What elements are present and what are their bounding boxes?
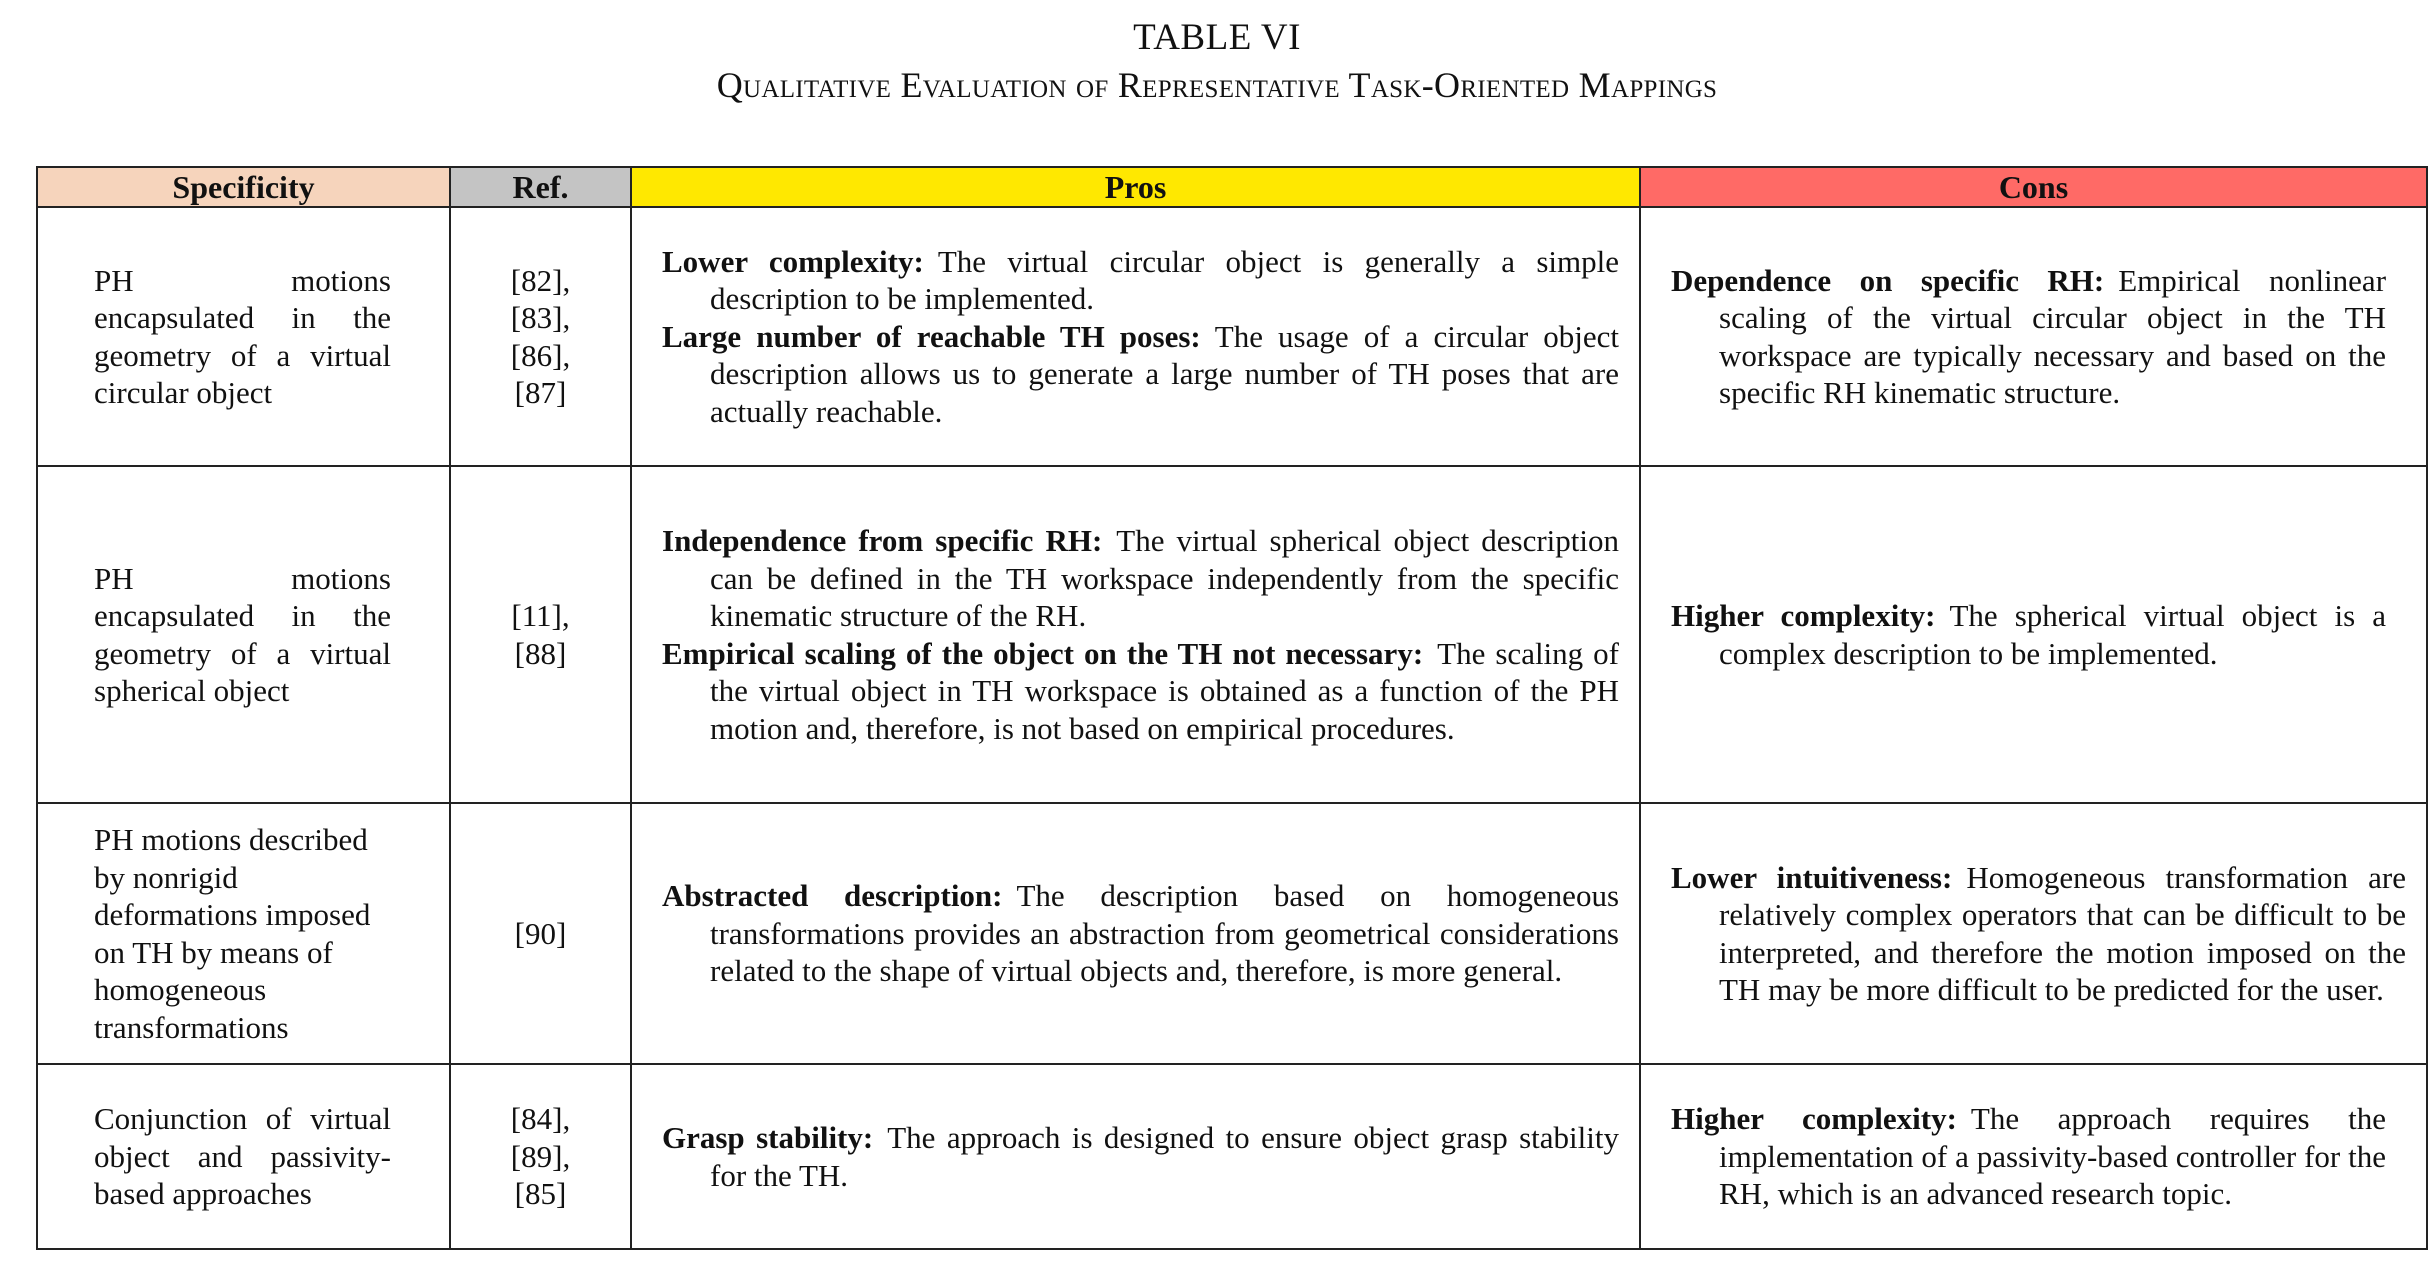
header-cons: Cons (1640, 167, 2427, 207)
ref-link[interactable]: [11], (511, 598, 570, 633)
pros-item (662, 877, 1619, 990)
pros-label: Lower complexity: (662, 243, 924, 279)
ref-link[interactable]: [88] (514, 635, 567, 671)
cons-text: The approach requires the implementation of a passivity-based controller for the RH, which is an advanced research topic. (1719, 1101, 2386, 1212)
ref-link[interactable]: [86], (510, 337, 571, 373)
cons-item (1671, 597, 2386, 672)
specificity-cell: Conjunction of virtual object and passivity-based approaches (37, 1064, 450, 1249)
pros-cell (631, 1064, 1640, 1249)
cons-item (1671, 1100, 2386, 1213)
ref-cell (450, 207, 631, 466)
pros-item (662, 318, 1619, 431)
pros-text: The virtual circular object is generally a simple description to be implemented. (710, 243, 1620, 317)
pros-cell (631, 803, 1640, 1064)
pros-label: Empirical scaling of the object on the TH not necessary: (662, 635, 1424, 671)
ref-link[interactable]: [83], (510, 300, 571, 335)
pros-text: The description based on homogeneous transformations provides an abstraction from geometrical considerations related to the shape of virtual objects and, therefore, is more general. (710, 878, 1620, 989)
ref-cell (450, 466, 631, 803)
cons-text: Empirical nonlinear scaling of the virtual circular object in the TH workspace are typically necessary and based on the specific RH kinematic structure. (1719, 262, 2387, 410)
cons-label: Lower intuitiveness: (1671, 859, 1953, 895)
pros-item (662, 243, 1619, 318)
table-row (37, 207, 2427, 466)
pros-text: The usage of a circular object description allows us to generate a large number of TH poses that are actually reachable. (710, 318, 1619, 429)
cons-cell (1640, 207, 2427, 466)
cons-cell (1640, 803, 2427, 1064)
table-row (37, 1064, 2427, 1249)
table-row (37, 803, 2427, 1064)
pros-item (662, 522, 1619, 635)
cons-item (1671, 859, 2406, 1009)
pros-text: The scaling of the virtual object in TH workspace is obtained as a function of the PH motion and, therefore, is not based on empirical procedures. (710, 635, 1620, 746)
table-number: TABLE VI (1133, 17, 1301, 58)
ref-cell (450, 1064, 631, 1249)
table-row (37, 466, 2427, 803)
pros-cell (631, 207, 1640, 466)
pros-text: The virtual spherical object description can be defined in the TH workspace independently from the specific kinematic structure of the RH. (710, 523, 1619, 633)
header-pros: Pros (631, 167, 1640, 207)
pros-item (662, 635, 1619, 748)
ref-cell (450, 803, 631, 1064)
pros-label: Independence from specific RH: (662, 523, 1103, 558)
cons-text: Homogeneous transformation are relatively complex operators that can be difficult to be interpreted, and therefore the motion imposed on the TH may be more difficult to be predicted for the user. (1719, 859, 2406, 1007)
cons-label: Higher complexity: (1671, 1101, 1957, 1137)
ref-link[interactable]: [85] (514, 1176, 567, 1212)
ref-link[interactable]: [90] (514, 915, 567, 951)
ref-link[interactable]: [82], (510, 262, 571, 298)
ref-link[interactable]: [89], (510, 1138, 571, 1174)
evaluation-table (36, 166, 2428, 1250)
pros-label: Grasp stability: (662, 1120, 874, 1155)
cons-label: Dependence on specific RH: (1671, 262, 2105, 298)
cons-cell (1640, 1064, 2427, 1249)
pros-item (662, 1119, 1619, 1194)
pros-text: The approach is designed to ensure object grasp stability for the TH. (710, 1120, 1620, 1193)
specificity-cell: PH motions encapsulated in the geometry of a virtual spherical object (37, 466, 450, 803)
header-row (37, 167, 2427, 207)
pros-cell (631, 466, 1640, 803)
cons-text: The spherical virtual object is a complex description to be implemented. (1719, 598, 2386, 671)
specificity-cell: PH motions described by nonrigid deformations imposed on TH by means of homogeneous transformations (37, 803, 450, 1064)
header-specificity: Specificity (37, 167, 450, 207)
ref-link[interactable]: [84], (510, 1101, 571, 1137)
specificity-cell: PH motions encapsulated in the geometry of a virtual circular object (37, 207, 450, 466)
cons-label: Higher complexity: (1671, 598, 1936, 633)
ref-link[interactable]: [87] (514, 375, 567, 410)
cons-cell (1640, 466, 2427, 803)
header-ref: Ref. (450, 167, 631, 207)
pros-label: Large number of reachable TH poses: (662, 318, 1201, 354)
pros-label: Abstracted description: (662, 878, 1003, 914)
table-title: Qualitative Evaluation of Representative Task-Oriented Mappings (716, 65, 1718, 105)
cons-item (1671, 262, 2386, 412)
